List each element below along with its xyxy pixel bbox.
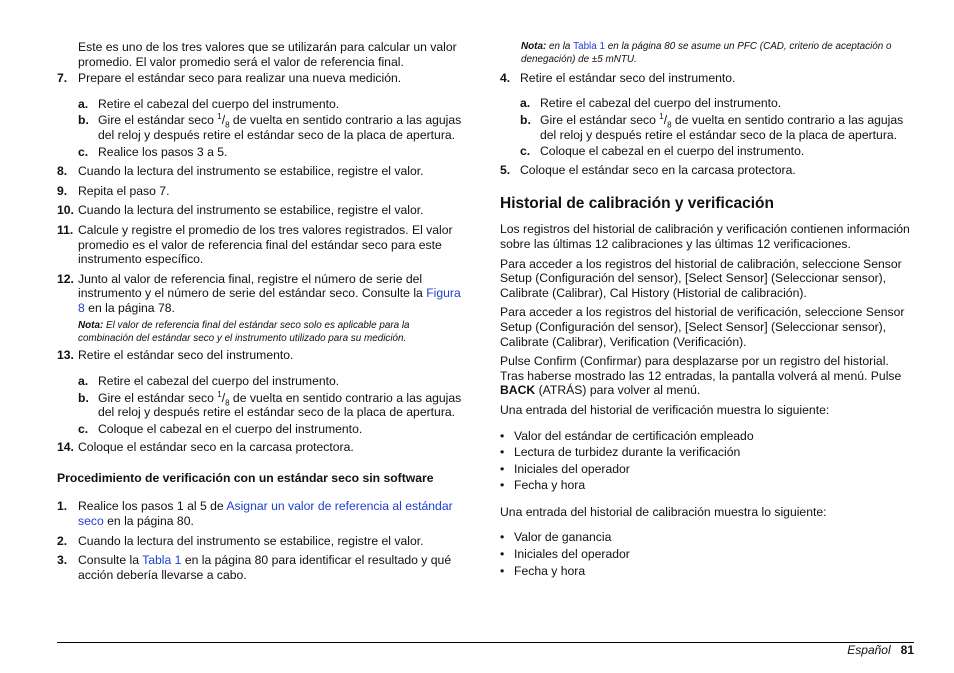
substep-letter: b.: [520, 113, 531, 127]
step-text: Repita el paso 7.: [78, 183, 170, 198]
step-text-post: en la página 78.: [84, 300, 175, 315]
substep-letter: a.: [520, 96, 531, 111]
step-number: 4.: [500, 70, 511, 85]
list-item: [500, 564, 914, 579]
substep-letter: b.: [78, 390, 89, 405]
step-12: [57, 272, 467, 316]
note-text-post: en la página 80 se asume un PFC (CAD, criterio de aceptación o denegación) de ±5 mNTU.: [521, 41, 892, 66]
step-number: 14.: [57, 440, 74, 455]
step-number: 10.: [57, 203, 74, 218]
footer-divider: [57, 642, 914, 643]
substep-b: [78, 113, 467, 142]
substep-a: [78, 374, 467, 389]
list-item: [500, 530, 914, 545]
substep-text-post: de vuelta en sentido contrario a las agujas del reloj y después retire el estándar seco de la placa de apertura.: [98, 113, 462, 142]
step-4: [500, 71, 914, 86]
substep-text: Realice los pasos 3 a 5.: [98, 144, 228, 159]
verification-step-2: [57, 534, 467, 549]
bullet-glyph: •: [500, 563, 505, 578]
step-8: [57, 164, 467, 179]
calibration-entry-list: [500, 530, 914, 578]
step-text: [78, 553, 467, 582]
section-heading: Historial de calibración y verificación: [500, 195, 774, 213]
step-text-post: en la página 80 para identificar el resultado y qué acción debería llevarse a cabo.: [78, 553, 452, 582]
substep-letter: c.: [520, 144, 531, 159]
back-key-label: BACK: [500, 383, 536, 398]
right-column: [500, 40, 914, 578]
substep-c: [520, 144, 914, 159]
asignar-valor-link[interactable]: Asignar un valor de referencia al estándar seco: [78, 499, 453, 529]
list-item: [500, 445, 914, 460]
note-text: El valor de referencia final del estándar seco solo es aplicable para la combinación del estándar seco y el instrumento utilizado para su medición.: [78, 319, 410, 344]
substep-text: Coloque el cabezal en el cuerpo del instrumento.: [98, 421, 363, 436]
step-number: 13.: [57, 348, 74, 363]
step-text-pre: Junto al valor de referencia final, registre el número de serie del instrumento y el número de serie del estándar seco. Consulte la: [78, 271, 427, 301]
step-14: [57, 440, 467, 455]
step-number: 3.: [57, 553, 68, 568]
paragraph-ver-entry: Una entrada del historial de verificación muestra lo siguiente:: [500, 402, 830, 417]
substep-text: [98, 391, 467, 420]
paragraph-records: Los registros del historial de calibración y verificación contienen información sobre las últimas 12 calibraciones y las últimas 12 verificaciones.: [500, 222, 910, 251]
substep-letter: c.: [78, 421, 89, 436]
page-number: 81: [900, 643, 914, 657]
step-7-substeps: [57, 97, 467, 159]
intro-paragraph: Este es uno de los tres valores que se utilizarán para calcular un valor promedio. El valor promedio será el valor de referencia final.: [78, 40, 457, 69]
step-text: Cuando la lectura del instrumento se estabilice, registre el valor.: [78, 533, 424, 548]
bullet-glyph: •: [500, 428, 505, 443]
paragraph-cal-access: Para acceder a los registros del historial de calibración, seleccione Sensor Setup (Configuración del sensor), [Select Sensor] (Seleccionar sensor), Calibrate (Calibrar), Cal History (Historial de calibración).: [500, 256, 902, 300]
tabla-1-link[interactable]: Tabla 1: [573, 41, 605, 52]
substep-c: [78, 422, 467, 437]
step-number: 2.: [57, 533, 68, 548]
note-1: [57, 319, 467, 346]
step-9: [57, 184, 467, 199]
paragraph-cal-entry: Una entrada del historial de calibración muestra lo siguiente:: [500, 504, 827, 519]
step-number: 1.: [57, 499, 68, 514]
step-13: [57, 348, 467, 363]
step-text-pre: Consulte la: [78, 553, 143, 568]
substep-text: Retire el cabezal del cuerpo del instrumento.: [98, 373, 340, 388]
list-item: [500, 462, 914, 477]
step-number: 11.: [57, 222, 74, 237]
fraction-denominator: 8: [225, 397, 230, 407]
figura-8-link[interactable]: Figura 8: [78, 286, 461, 315]
step-text: Coloque el estándar seco en la carcasa protectora.: [520, 162, 796, 177]
step-text: Retire el estándar seco del instrumento.: [78, 348, 294, 363]
step-text: [78, 272, 467, 316]
note-text-pre: en la: [546, 41, 574, 52]
footer-language: Español: [847, 643, 891, 657]
step-10: [57, 203, 467, 218]
bullet-glyph: •: [500, 445, 505, 460]
fraction-numerator: 1: [659, 111, 664, 121]
tabla-1-link[interactable]: Tabla 1: [142, 553, 182, 568]
step-text: Retire el estándar seco del instrumento.: [520, 70, 736, 85]
step-7: [57, 71, 467, 86]
substep-letter: c.: [78, 144, 89, 159]
step-text: Coloque el estándar seco en la carcasa protectora.: [78, 440, 354, 455]
list-item-text: Lectura de turbidez durante la verificación: [514, 445, 741, 460]
fraction-denominator: 8: [225, 120, 230, 130]
substep-b: [520, 113, 914, 142]
step-4-substeps: [500, 96, 914, 158]
bullet-glyph: •: [500, 547, 505, 562]
fraction-numerator: 1: [217, 112, 222, 122]
step-text: Calcule y registre el promedio de los tres valores registrados. El valor promedio es el valor de referencia final del estándar seco para este instrumento específico.: [78, 222, 453, 267]
note-label: Nota:: [78, 319, 104, 331]
list-item-text: Fecha y hora: [514, 478, 586, 493]
substep-a: [78, 97, 467, 112]
step-text: [78, 499, 467, 528]
page-footer: [847, 643, 914, 657]
list-item: [500, 429, 914, 444]
list-item-text: Fecha y hora: [514, 563, 586, 578]
step-number: 5.: [500, 162, 511, 177]
step-text: Cuando la lectura del instrumento se estabilice, registre el valor.: [78, 203, 424, 218]
list-item-text: Valor del estándar de certificación empleado: [514, 428, 754, 443]
left-column: [57, 40, 467, 582]
paragraph-text-post: (ATRÁS) para volver al menú.: [535, 383, 701, 398]
fraction-denominator: 8: [667, 120, 672, 130]
substep-text-pre: Gire el estándar seco: [98, 113, 218, 128]
fraction-slash: /: [221, 113, 226, 128]
substep-letter: b.: [78, 113, 89, 128]
note-2: [500, 40, 914, 67]
bullet-glyph: •: [500, 530, 505, 545]
paragraph-confirm: [500, 354, 914, 398]
fraction-slash: /: [663, 113, 668, 127]
list-item-text: Valor de ganancia: [514, 530, 612, 545]
fraction-numerator: 1: [217, 389, 222, 399]
substep-text-post: de vuelta en sentido contrario a las agujas del reloj y después retire el estándar seco de la placa de apertura.: [98, 390, 462, 420]
substep-text-pre: Gire el estándar seco: [98, 390, 218, 405]
substep-text: [540, 113, 914, 142]
subheading-verification: Procedimiento de verificación con un estándar seco sin software: [57, 470, 434, 485]
paragraph-ver-access: Para acceder a los registros del historial de verificación, seleccione Sensor Setup (Configuración del sensor), [Select Sensor] (Seleccionar sensor), Calibrate (Calibrar), Verification (Verificación).: [500, 305, 905, 349]
bullet-glyph: •: [500, 478, 505, 493]
step-number: 8.: [57, 164, 68, 179]
substep-text: Retire el cabezal del cuerpo del instrumento.: [98, 96, 340, 111]
step-11: [57, 223, 467, 267]
list-item: [500, 478, 914, 493]
substep-letter: a.: [78, 373, 89, 388]
verification-entry-list: [500, 429, 914, 493]
bullet-glyph: •: [500, 461, 505, 476]
fraction-slash: /: [221, 390, 226, 405]
step-number: 12.: [57, 271, 74, 286]
step-13-substeps: [57, 374, 467, 436]
step-text: Cuando la lectura del instrumento se estabilice, registre el valor.: [78, 164, 424, 179]
substep-text-post: de vuelta en sentido contrario a las agujas del reloj y después retire el estándar seco de la placa de apertura.: [540, 113, 904, 142]
substep-text: Coloque el cabezal en el cuerpo del instrumento.: [540, 144, 805, 159]
substep-text: Retire el cabezal del cuerpo del instrumento.: [540, 96, 782, 111]
substep-letter: a.: [78, 96, 89, 111]
step-number: 7.: [57, 71, 68, 86]
step-5: [500, 163, 914, 178]
note-label: Nota:: [521, 41, 547, 52]
substep-b: [78, 391, 467, 420]
substep-a: [520, 96, 914, 111]
paragraph-text-pre: Pulse Confirm (Confirmar) para desplazarse por un registro del historial. Tras haberse mostrado las 12 entradas, la pantalla volverá al menú. Pulse: [500, 354, 902, 383]
verification-step-3: [57, 553, 467, 582]
step-text-post: en la página 80.: [103, 514, 194, 529]
list-item-text: Iniciales del operador: [514, 547, 630, 562]
verification-step-1: [57, 499, 467, 528]
list-item: [500, 547, 914, 562]
substep-c: [78, 145, 467, 160]
step-number: 9.: [57, 183, 68, 198]
list-item-text: Iniciales del operador: [514, 461, 630, 476]
substep-text-pre: Gire el estándar seco: [540, 113, 660, 127]
step-text-pre: Realice los pasos 1 al 5 de: [78, 499, 227, 514]
step-text: Prepare el estándar seco para realizar una nueva medición.: [78, 71, 402, 86]
substep-text: [98, 113, 467, 142]
